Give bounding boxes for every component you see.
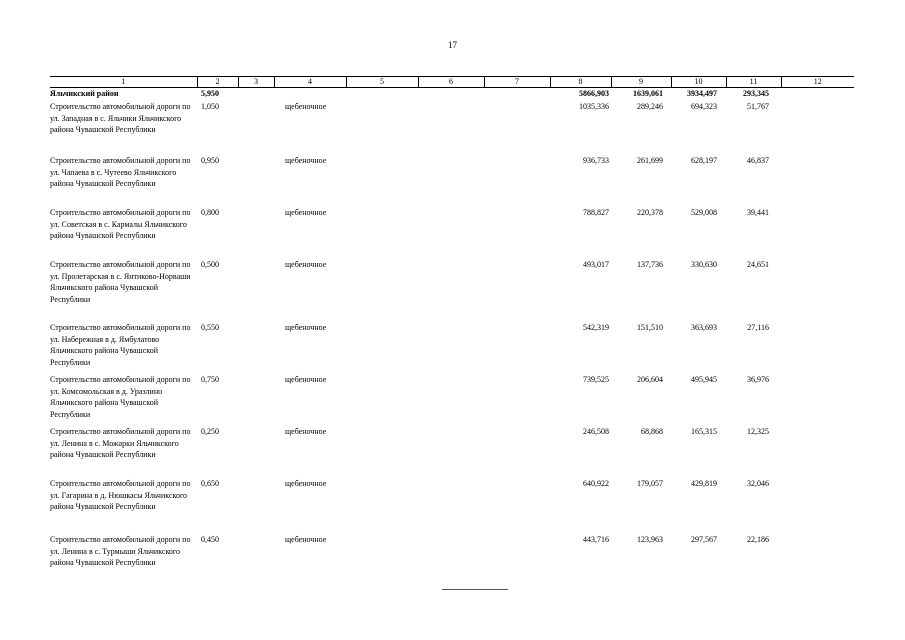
table-row	[50, 533, 854, 583]
road-cover-type: щебеночное	[285, 208, 327, 217]
road-construction-table	[50, 76, 854, 583]
road-col9-value: 206,604	[637, 375, 663, 384]
road-length: 0,950	[201, 156, 219, 165]
column-header: 7	[484, 77, 550, 88]
road-cover-type: щебеночное	[285, 323, 327, 332]
road-name: Строительство автомобильной дороги по ул. Гагарина в д. Нюшкасы Яльчикского района Чувашской Республики	[50, 479, 191, 511]
road-length: 0,800	[201, 208, 219, 217]
district-total-row	[50, 88, 854, 101]
district-total-col10: 3934,497	[687, 89, 717, 98]
road-col11-value: 22,186	[747, 535, 769, 544]
road-col9-value: 151,510	[637, 323, 663, 332]
column-header: 11	[726, 77, 781, 88]
road-cover-type: щебеночное	[285, 375, 327, 384]
table-row	[50, 477, 854, 533]
road-name: Строительство автомобильной дороги по ул. Западная в с. Яльчики Яльчикского района Чувашской Республики	[50, 102, 191, 134]
road-col10-value: 429,819	[691, 479, 717, 488]
road-cover-type: щебеночное	[285, 260, 327, 269]
road-name: Строительство автомобильной дороги по ул. Ленина в с. Турмыши Яльчикского района Чувашской Республики	[50, 535, 191, 567]
road-cover-type: щебеночное	[285, 427, 327, 436]
road-name: Строительство автомобильной дороги по ул. Ленина в с. Можарки Яльчикского района Чувашской Республики	[50, 427, 191, 459]
road-col11-value: 46,837	[747, 156, 769, 165]
road-cover-type: щебеночное	[285, 535, 327, 544]
road-cover-type: щебеночное	[285, 156, 327, 165]
road-col8-value: 788,827	[583, 208, 609, 217]
column-header: 3	[238, 77, 274, 88]
road-col11-value: 27,116	[747, 323, 769, 332]
column-header: 8	[550, 77, 611, 88]
road-cover-type: щебеночное	[285, 102, 327, 111]
road-length: 0,750	[201, 375, 219, 384]
road-length: 0,450	[201, 535, 219, 544]
road-col11-value: 24,651	[747, 260, 769, 269]
road-col11-value: 39,441	[747, 208, 769, 217]
road-name: Строительство автомобильной дороги по ул. Комсомольская в д. Уразлино Яльчикского района Чувашской Республики	[50, 375, 191, 419]
road-col11-value: 12,325	[747, 427, 769, 436]
road-col11-value: 36,976	[747, 375, 769, 384]
road-col10-value: 529,008	[691, 208, 717, 217]
table-row	[50, 100, 854, 154]
page-number: 17	[448, 40, 457, 50]
district-total-col9: 1639,061	[633, 89, 663, 98]
road-col10-value: 628,197	[691, 156, 717, 165]
road-length: 0,500	[201, 260, 219, 269]
road-cover-type: щебеночное	[285, 479, 327, 488]
district-total-length: 5,950	[201, 89, 219, 98]
column-header: 2	[197, 77, 238, 88]
table-row	[50, 258, 854, 321]
table-row	[50, 373, 854, 425]
road-col8-value: 542,319	[583, 323, 609, 332]
road-col10-value: 165,315	[691, 427, 717, 436]
road-length: 1,050	[201, 102, 219, 111]
road-col9-value: 68,868	[641, 427, 663, 436]
road-name: Строительство автомобильной дороги по ул. Советская в с. Кармалы Яльчикского района Чувашской Республики	[50, 208, 191, 240]
road-col9-value: 179,057	[637, 479, 663, 488]
column-header: 5	[346, 77, 418, 88]
table-row	[50, 321, 854, 373]
road-col8-value: 443,716	[583, 535, 609, 544]
road-length: 0,650	[201, 479, 219, 488]
road-col10-value: 363,693	[691, 323, 717, 332]
road-length: 0,250	[201, 427, 219, 436]
road-col8-value: 493,017	[583, 260, 609, 269]
road-col8-value: 1035,336	[579, 102, 609, 111]
district-name: Яльчикский район	[50, 89, 119, 98]
road-col10-value: 297,567	[691, 535, 717, 544]
road-col9-value: 289,246	[637, 102, 663, 111]
table-row	[50, 425, 854, 477]
road-col9-value: 261,699	[637, 156, 663, 165]
column-header: 12	[781, 77, 854, 88]
column-number-header-row	[50, 77, 854, 88]
road-col9-value: 137,736	[637, 260, 663, 269]
table-row	[50, 154, 854, 206]
column-header: 10	[671, 77, 726, 88]
road-col8-value: 640,922	[583, 479, 609, 488]
column-header: 4	[274, 77, 346, 88]
road-col8-value: 936,733	[583, 156, 609, 165]
footer-separator-line	[442, 589, 508, 590]
column-header: 6	[418, 77, 484, 88]
road-col8-value: 246,508	[583, 427, 609, 436]
column-header: 1	[50, 77, 197, 88]
road-name: Строительство автомобильной дороги по ул. Чапаева в с. Чутеево Яльчикского района Чувашской Республики	[50, 156, 191, 188]
road-col10-value: 330,630	[691, 260, 717, 269]
road-col10-value: 495,945	[691, 375, 717, 384]
road-col11-value: 32,046	[747, 479, 769, 488]
table-row	[50, 206, 854, 258]
road-col9-value: 220,378	[637, 208, 663, 217]
district-total-col11: 293,345	[743, 89, 769, 98]
road-col11-value: 51,767	[747, 102, 769, 111]
road-name: Строительство автомобильной дороги по ул. Набережная в д. Ямбулатово Яльчикского района Чувашской Республики	[50, 323, 191, 367]
road-length: 0,550	[201, 323, 219, 332]
road-col10-value: 694,323	[691, 102, 717, 111]
column-header: 9	[611, 77, 671, 88]
road-col8-value: 739,525	[583, 375, 609, 384]
road-name: Строительство автомобильной дороги по ул. Пролетарская в с. Янтиково-Норваши Яльчикского района Чувашской Республики	[50, 260, 191, 304]
district-total-col8: 5866,903	[579, 89, 609, 98]
road-col9-value: 123,963	[637, 535, 663, 544]
